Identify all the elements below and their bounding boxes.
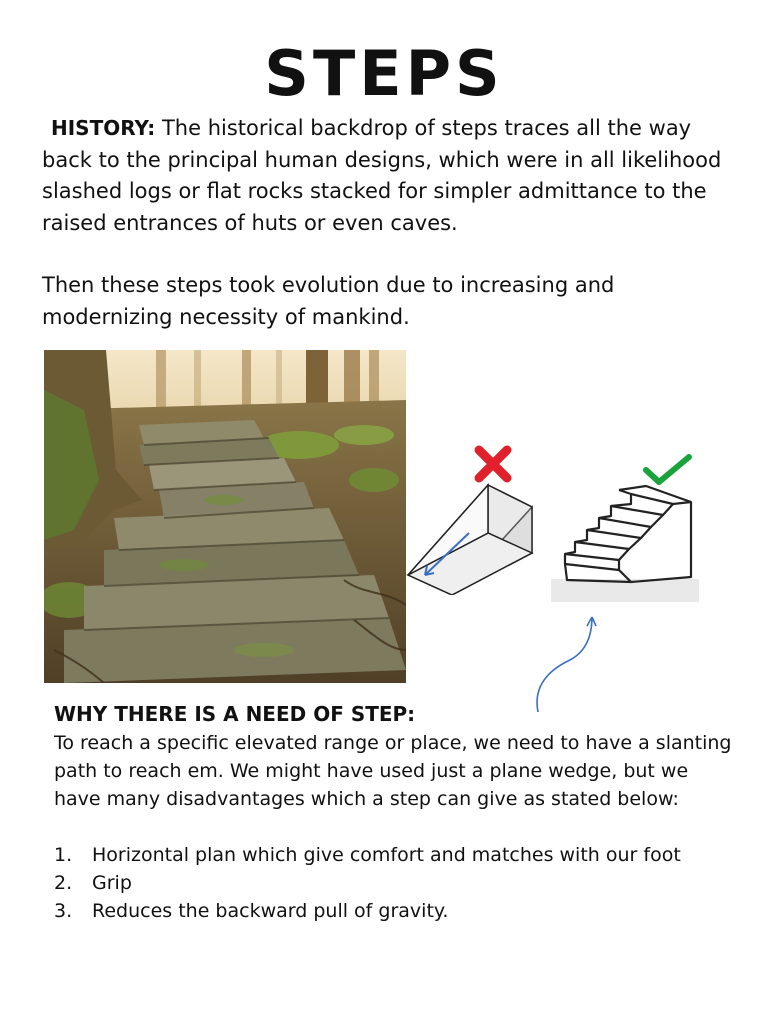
check-mark-icon xyxy=(646,457,689,482)
list-item xyxy=(54,869,734,897)
list-item-number: 3. xyxy=(54,900,73,922)
list-item-text: Grip xyxy=(92,872,132,894)
list-item xyxy=(54,841,734,869)
list-item-number: 2. xyxy=(54,872,73,894)
page-title: STEPS xyxy=(264,37,504,110)
evolution-paragraph: Then these steps took evolution due to increasing and modernizing necessity of mankind. xyxy=(42,273,615,329)
stairs-illustration xyxy=(551,452,701,604)
need-heading: WHY THERE IS A NEED OF STEP: xyxy=(54,702,416,726)
wedge-illustration xyxy=(405,445,540,595)
list-item-number: 1. xyxy=(54,844,73,866)
history-label: HISTORY: xyxy=(51,116,156,140)
history-text: The historical backdrop of steps traces all the way back to the principal human designs, which were in all likelihood slashed logs or flat rocks stacked for simpler admittance to the raised entrances of huts or even caves. xyxy=(42,116,722,235)
list-item xyxy=(54,897,734,925)
list-item-text: Reduces the backward pull of gravity. xyxy=(92,900,449,922)
cross-mark-icon xyxy=(479,450,507,478)
advantages-list xyxy=(54,841,734,925)
history-paragraph xyxy=(42,113,732,239)
stone-steps-photo xyxy=(44,350,406,683)
list-item-text: Horizontal plan which give comfort and matches with our foot xyxy=(92,844,681,866)
need-paragraph: To reach a specific elevated range or place, we need to have a slanting path to reach em. We might have used just a plane wedge, but we have many disadvantages which a step can give as stated below: xyxy=(54,732,732,810)
